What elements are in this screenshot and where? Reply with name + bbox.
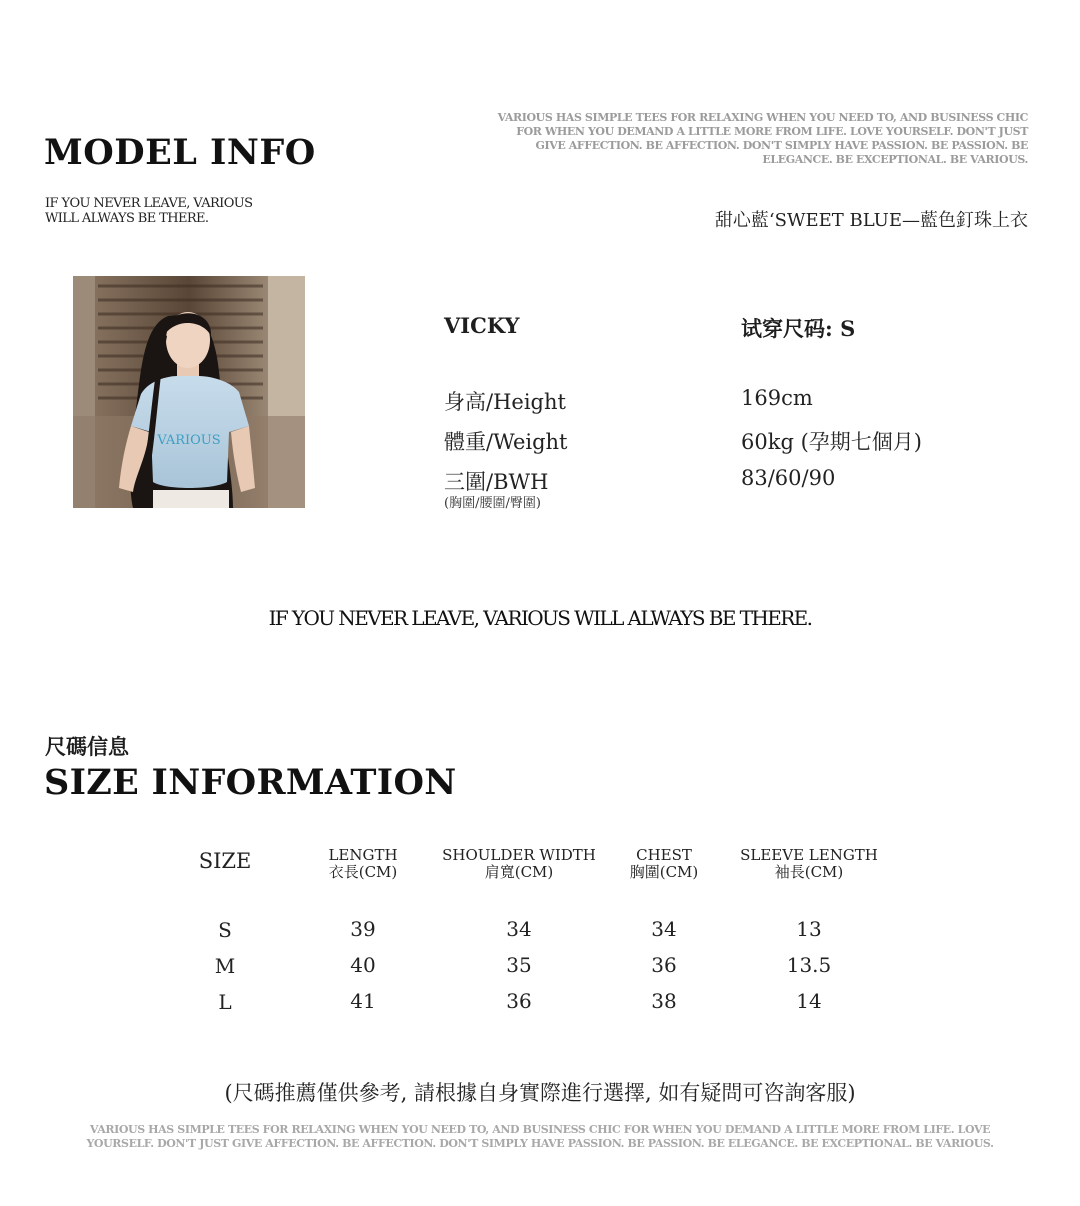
chest-value: 38 [651,989,677,1013]
shoulder-value: 35 [506,953,532,977]
length-column-header [293,847,433,881]
size-note: (尺碼推薦僅供參考, 請根據自身實際進行選擇, 如有疑問可咨詢客服) [224,1081,856,1105]
height-value: 169cm [741,386,813,410]
size-column-header: SIZE [198,849,252,873]
weight-label: 體重/Weight [444,430,568,454]
chest-header-cn: 胸圍(CM) [629,863,699,881]
chest-value: 34 [651,917,677,941]
product-name: 甜心藍‘SWEET BLUE—藍色釘珠上衣 [714,210,1028,231]
chest-value: 36 [651,953,677,977]
sleeve-value: 14 [796,989,822,1013]
size-label: L [218,990,232,1014]
bwh-note: (胸圍/腰圍/臀圍) [444,496,541,511]
sleeve-column-header [729,847,889,881]
header-tagline: IF YOU NEVER LEAVE, VARIOUS WILL ALWAYS BE THERE. [45,196,253,226]
header-brand-blurb: VARIOUS HAS SIMPLE TEES FOR RELAXING WHEN YOU NEED TO, AND BUSINESS CHIC FOR WHEN YOU DEMAND A LITTLE MORE FROM LIFE. LOVE YOURSELF. DON'T JUST GIVE AFFECTION. BE AFFECTION. DON'T SIMPLY HAVE PASSION. BE PASSION. BE ELEGANCE. BE EXCEPTIONAL. BE VARIOUS. [497,111,1028,166]
shoulder-header-en: SHOULDER WIDTH [442,846,596,864]
chest-header-en: CHEST [636,846,692,864]
shoulder-value: 36 [506,989,532,1013]
length-header-cn: 衣長(CM) [328,863,398,881]
shoulder-column-header [429,847,609,881]
length-value: 41 [350,989,376,1013]
model-photo [73,276,305,508]
length-value: 39 [350,917,376,941]
shoulder-value: 34 [506,917,532,941]
page-title: MODEL INFO [44,132,316,173]
model-fit-size: 试穿尺码: S [741,316,856,341]
sleeve-header-cn: 袖長(CM) [774,863,844,881]
size-label: M [214,954,236,978]
model-photo-illustration [73,276,305,508]
shirt-print-text: VARIOUS [157,433,221,448]
model-name: VICKY [444,313,520,338]
size-label: S [218,918,232,942]
shoulder-header-cn: 肩寬(CM) [484,863,554,881]
sleeve-header-en: SLEEVE LENGTH [740,846,878,864]
height-label: 身高/Height [444,390,566,414]
chest-column-header [604,847,724,881]
size-info-title-en: SIZE INFORMATION [44,762,457,803]
bwh-label: 三圍/BWH [444,470,549,494]
length-header-en: LENGTH [328,846,398,864]
footer-brand-blurb: VARIOUS HAS SIMPLE TEES FOR RELAXING WHEN YOU NEED TO, AND BUSINESS CHIC FOR WHEN YOU DEMAND A LITTLE MORE FROM LIFE. LOVE YOURSELF. DON'T JUST GIVE AFFECTION. BE AFFECTION. DON'T SIMPLY HAVE PASSION. BE PASSION. BE ELEGANCE. BE EXCEPTIONAL. BE VARIOUS. [86,1123,994,1150]
bwh-value: 83/60/90 [741,466,836,490]
slogan: IF YOU NEVER LEAVE, VARIOUS WILL ALWAYS BE THERE. [268,606,812,630]
length-value: 40 [350,953,376,977]
size-info-title-cn: 尺碼信息 [45,734,129,759]
sleeve-value: 13 [796,917,822,941]
sleeve-value: 13.5 [786,953,832,977]
weight-value: 60kg (孕期七個月) [741,430,922,454]
